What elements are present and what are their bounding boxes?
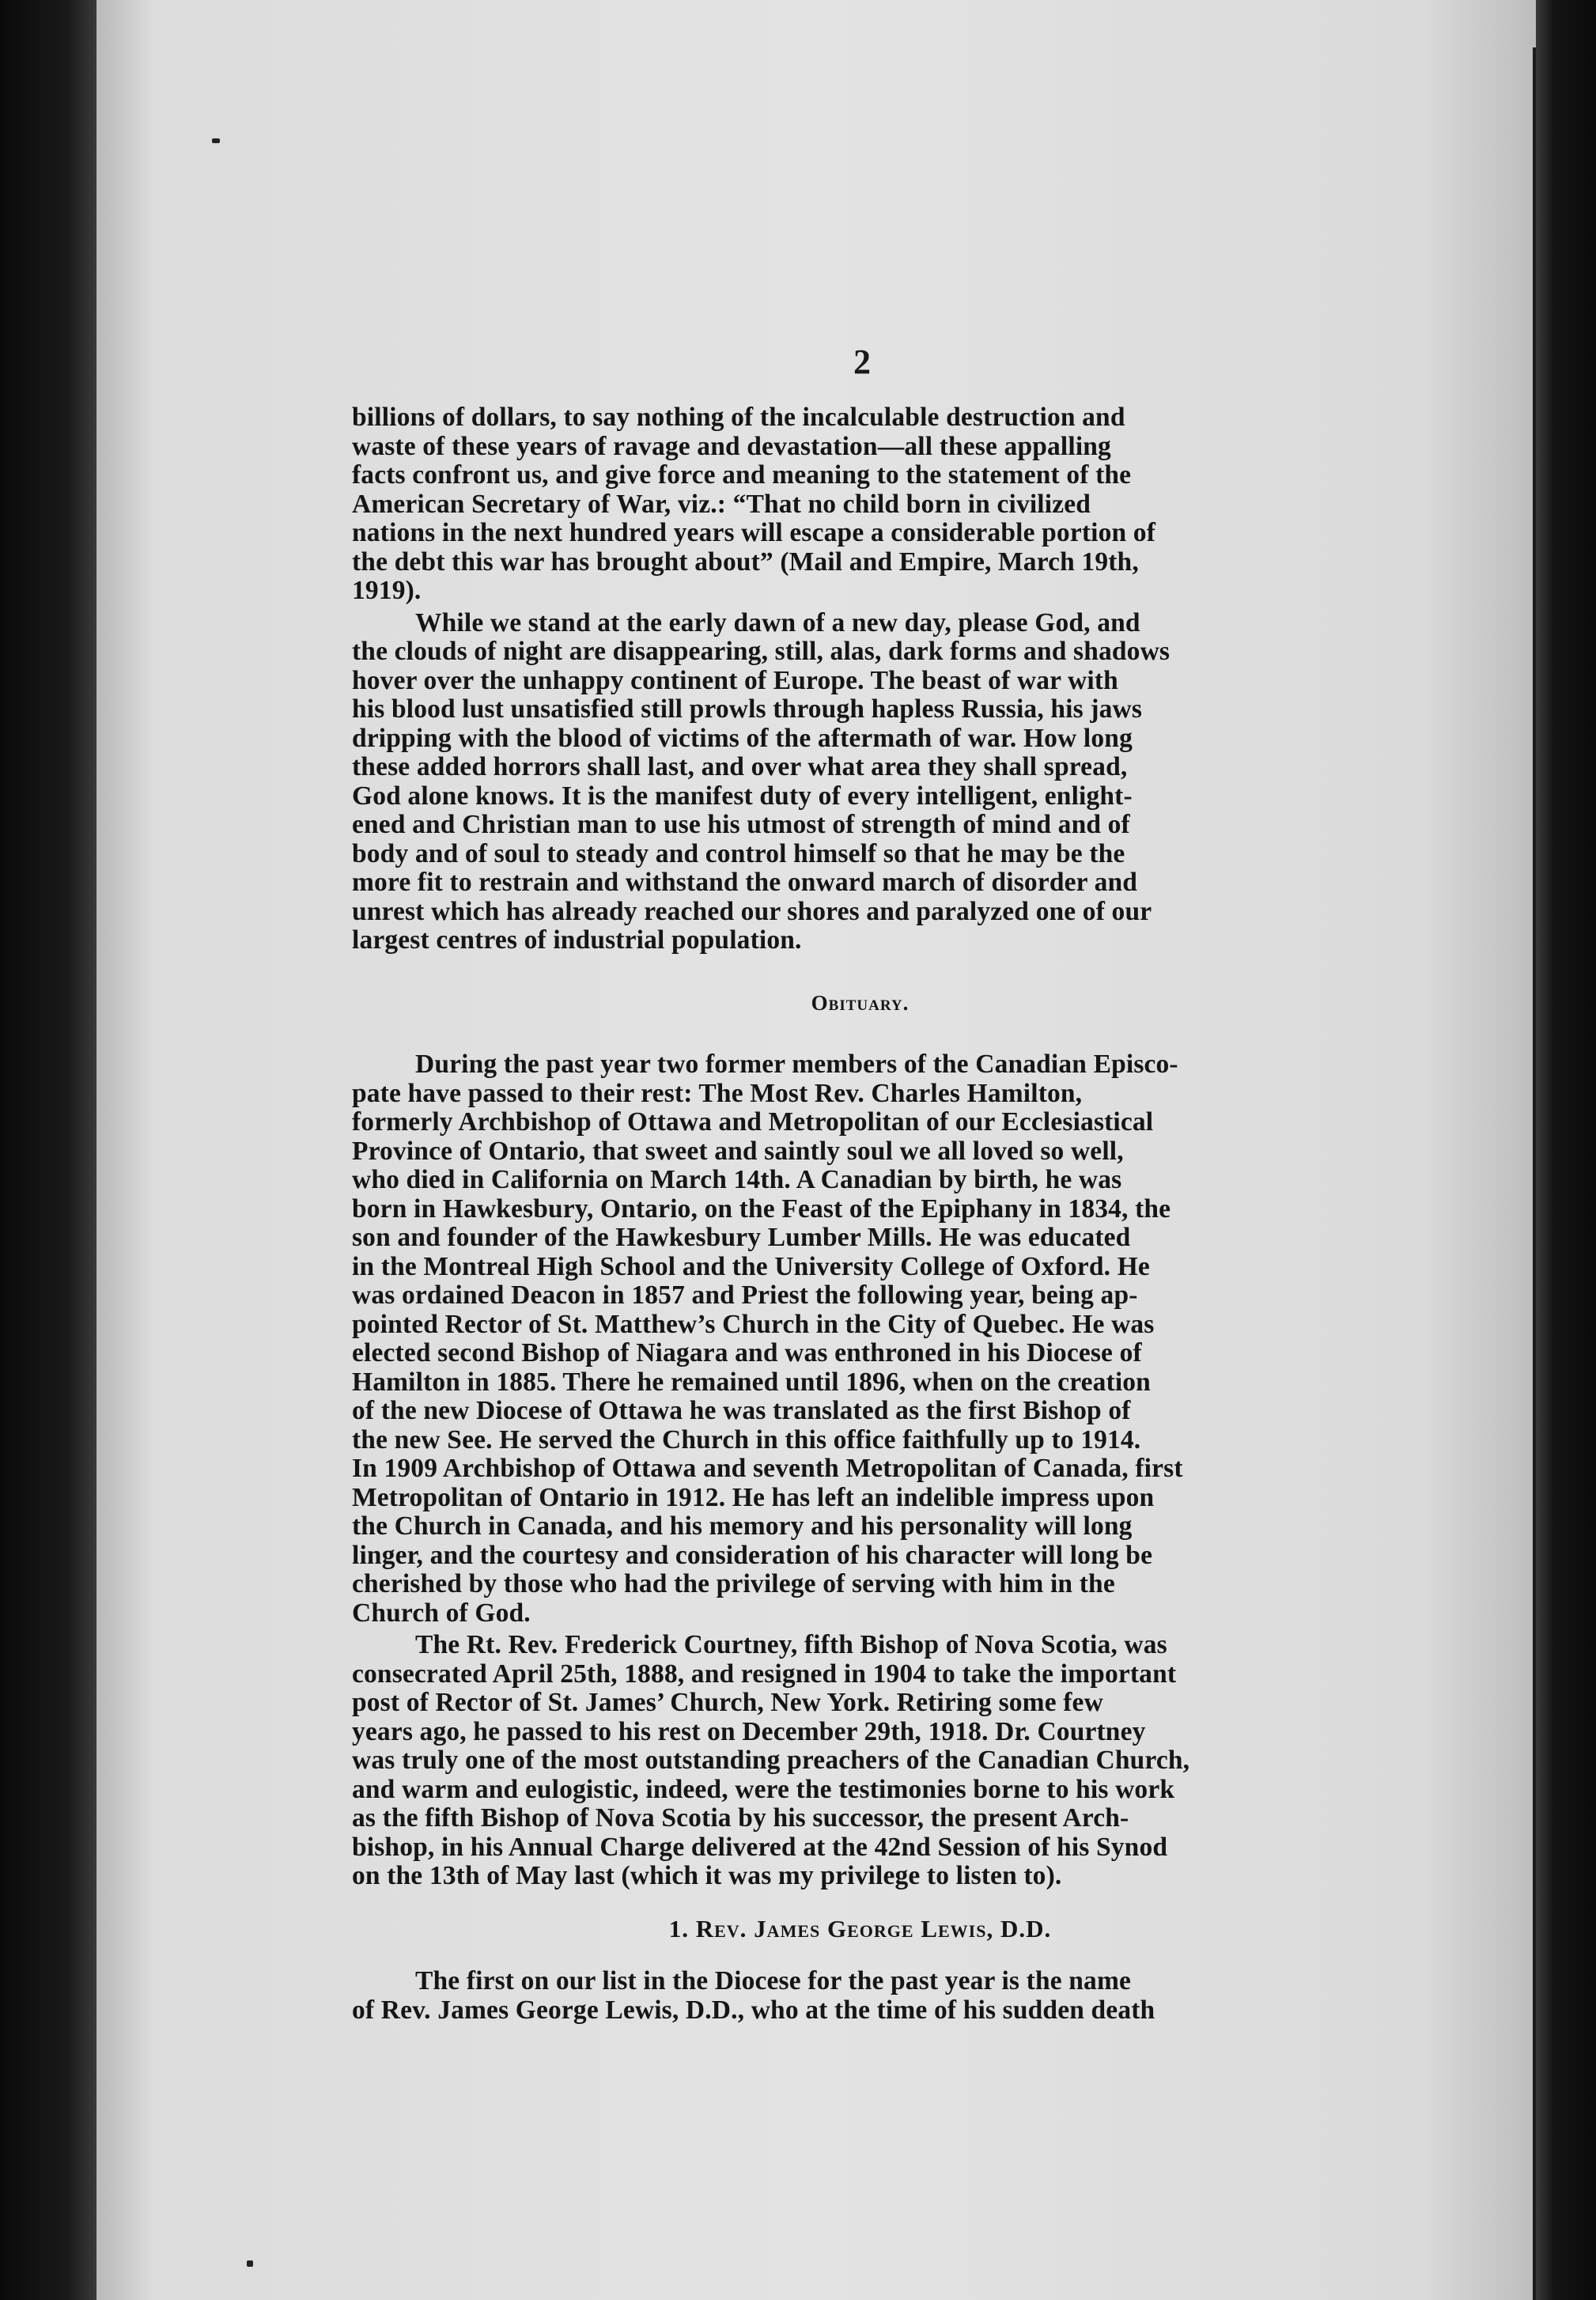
text-line: In 1909 Archbishop of Ottawa and seventh Metropolitan of Canada, first [352, 1454, 1183, 1483]
text-line: bishop, in his Annual Charge delivered at the 42nd Session of his Synod [352, 1832, 1168, 1862]
text-line: his blood lust unsatisfied still prowls through hapless Russia, his jaws [352, 694, 1143, 724]
film-border-right [1536, 0, 1596, 2300]
text-line: largest centres of industrial population. [352, 925, 802, 955]
text-line: pate have passed to their rest: The Most Rev. Charles Hamilton, [352, 1078, 1083, 1108]
text-line: formerly Archbishop of Ottawa and Metropolitan of our Ecclesiastical [352, 1107, 1154, 1137]
text-line: as the fifth Bishop of Nova Scotia by his successor, the present Arch- [352, 1803, 1129, 1833]
text-line: Church of God. [352, 1598, 531, 1628]
text-line: these added horrors shall last, and over what area they shall spread, [352, 752, 1128, 781]
paragraph-lewis [352, 1967, 1368, 2025]
text-line: The Rt. Rev. Frederick Courtney, fifth Bishop of Nova Scotia, was [415, 1630, 1167, 1659]
paragraph-intro-1 [352, 403, 1368, 606]
text-line: more fit to restrain and withstand the onward march of disorder and [352, 868, 1138, 897]
text-line: waste of these years of ravage and devastation—all these appalling [352, 431, 1111, 461]
scan-speck [247, 2260, 253, 2267]
text-line: body and of soul to steady and control himself so that he may be the [352, 838, 1125, 868]
text-line: and warm and eulogistic, indeed, were the testimonies borne to his work [352, 1774, 1175, 1804]
text-line: consecrated April 25th, 1888, and resigned in 1904 to take the important [352, 1659, 1177, 1689]
text-line: years ago, he passed to his rest on December 29th, 1918. Dr. Courtney [352, 1716, 1146, 1746]
page-number: 2 [853, 342, 871, 381]
text-line: son and founder of the Hawkesbury Lumber Mills. He was educated [352, 1223, 1131, 1252]
paragraph-intro-2 [352, 609, 1368, 955]
text-line: in the Montreal High School and the University College of Oxford. He [352, 1251, 1150, 1281]
text-line: God alone knows. It is the manifest duty of every intelligent, enlight- [352, 781, 1133, 811]
text-line: billions of dollars, to say nothing of the incalculable destruction and [352, 403, 1125, 432]
paragraph-obituary-hamilton [352, 1050, 1368, 1628]
text-line: The first on our list in the Diocese for the past year is the name [415, 1966, 1132, 1995]
text-line: While we stand at the early dawn of a new day, please God, and [415, 607, 1140, 637]
text-line: hover over the unhappy continent of Europe. The beast of war with [352, 665, 1118, 695]
text-line: of the new Diocese of Ottawa he was translated as the first Bishop of [352, 1396, 1131, 1425]
text-line: Metropolitan of Ontario in 1912. He has left an indelible impress upon [352, 1482, 1155, 1512]
text-line: Hamilton in 1885. There he remained until 1896, when on the creation [352, 1367, 1151, 1397]
text-line: cherished by those who had the privilege of serving with him in the [352, 1569, 1115, 1598]
text-line: American Secretary of War, viz.: “That no child born in civilized [352, 489, 1091, 519]
text-line: of Rev. James George Lewis, D.D., who at the time of his sudden death [352, 1995, 1155, 2025]
text-line: pointed Rector of St. Matthew’s Church in the City of Quebec. He was [352, 1309, 1155, 1339]
text-line: unrest which has already reached our shores and paralyzed one of our [352, 896, 1152, 926]
text-line: post of Rector of St. James’ Church, New York. Retiring some few [352, 1688, 1103, 1717]
text-line: ened and Christian man to use his utmost of strength of mind and of [352, 810, 1130, 839]
text-line: facts confront us, and give force and meaning to the statement of the [352, 460, 1132, 490]
section-heading-lewis: 1. Rev. James George Lewis, D.D. [668, 1914, 1052, 1943]
text-line: dripping with the blood of victims of the aftermath of war. How long [352, 723, 1133, 753]
text-line: who died in California on March 14th. A Canadian by birth, he was [352, 1165, 1122, 1194]
section-heading-obituary: Obituary. [811, 990, 910, 1015]
text-line: was ordained Deacon in 1857 and Priest the following year, being ap- [352, 1281, 1138, 1310]
paragraph-obituary-courtney [352, 1631, 1368, 1891]
text-line: born in Hawkesbury, Ontario, on the Feast of the Epiphany in 1834, the [352, 1194, 1171, 1224]
text-line: the Church in Canada, and his memory and his personality will long [352, 1511, 1133, 1541]
scan-speck [212, 138, 220, 143]
text-line: linger, and the courtesy and consideration of his character will long be [352, 1540, 1153, 1570]
text-line: was truly one of the most outstanding preachers of the Canadian Church, [352, 1746, 1190, 1775]
film-border-left [0, 0, 96, 2300]
text-line: the debt this war has brought about” (Mail and Empire, March 19th, [352, 547, 1139, 577]
text-line: Province of Ontario, that sweet and saintly soul we all loved so well, [352, 1136, 1124, 1166]
body-text [352, 403, 1368, 2025]
text-line: During the past year two former members of the Canadian Episco- [415, 1050, 1178, 1079]
text-line: elected second Bishop of Niagara and was enthroned in his Diocese of [352, 1338, 1142, 1368]
text-line: the new See. He served the Church in this office faithfully up to 1914. [352, 1424, 1141, 1455]
text-line: on the 13th of May last (which it was my privilege to listen to). [352, 1861, 1062, 1890]
text-line: 1919). [352, 576, 422, 605]
text-line: nations in the next hundred years will escape a considerable portion of [352, 518, 1156, 547]
text-line: the clouds of night are disappearing, still, alas, dark forms and shadows [352, 637, 1171, 666]
